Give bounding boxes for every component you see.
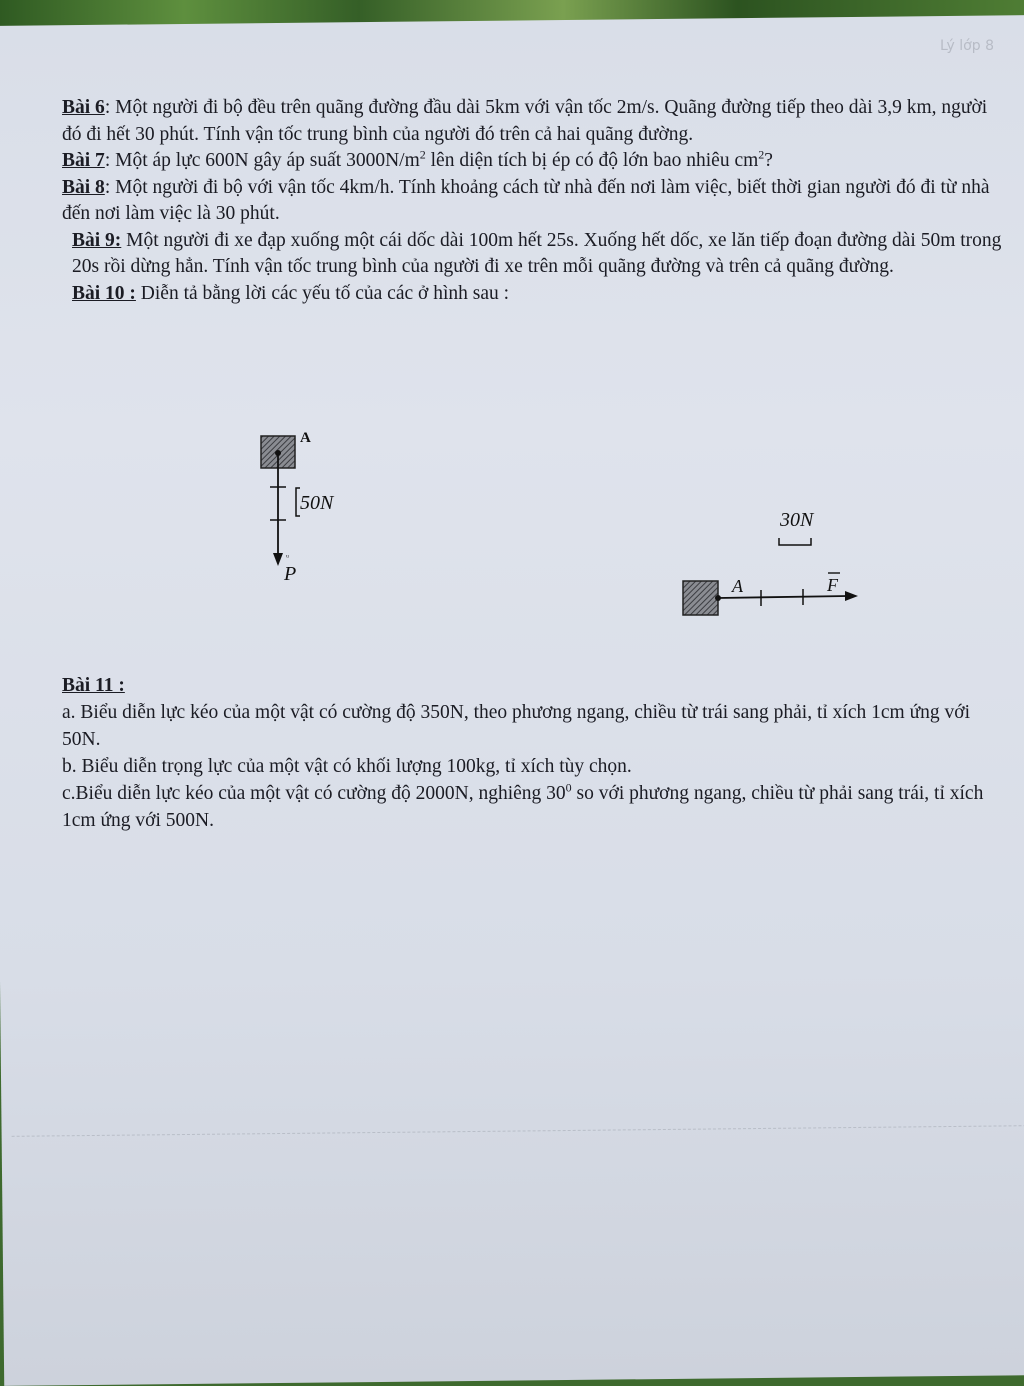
force-f-arrow-line <box>718 596 848 598</box>
bai8-paragraph <box>62 175 1002 228</box>
scale-bracket-2 <box>779 538 811 545</box>
bai10-label: Bài 10 : <box>72 282 136 304</box>
bai6-label: Bài 6 <box>62 97 105 118</box>
bai7-paragraph <box>62 148 1002 175</box>
bai11-item-b: b. Biểu diễn trọng lực của một vật có khối lượng 100kg, tỉ xích tùy chọn. <box>62 756 632 777</box>
bai9-text: Một người đi xe đạp xuống một cái dốc dài 100m hết 25s. Xuống hết dốc, xe lăn tiếp đoạn đường dài 50m trong 20s rồi dừng hẳn. Tính vận tốc trung bình của người đi xe trên mỗi quãng đường và trên cả quãng đường. <box>72 229 1002 277</box>
bai6-paragraph <box>62 95 1002 148</box>
bai11-item-a: a. Biểu diễn lực kéo của một vật có cường độ 350N, theo phương ngang, chiều từ trái sang phải, tỉ xích 1cm ứng với 50N. <box>62 702 970 750</box>
scale-label-2: 30N <box>780 509 814 531</box>
scale-label-1: 50N <box>300 492 334 514</box>
bai9-paragraph <box>62 228 1002 281</box>
bai10-paragraph <box>62 281 1002 308</box>
force-p-arrowhead <box>273 553 283 566</box>
bai11-item-c <box>62 780 1002 834</box>
force-f-label: F <box>827 575 838 595</box>
bai11-label: Bài 11 : <box>62 675 125 696</box>
bai10-text: Diễn tả bằng lời các yếu tố của các ở hình sau : <box>135 282 510 304</box>
bai11-label-line <box>62 672 1002 699</box>
point-a-label-1: A <box>300 430 311 446</box>
corner-note: Lý lớp 8 <box>940 38 994 54</box>
bai11-c-text-b: so với phương ngang, chiều từ phải sang trái, tỉ xích 1cm ứng với 500N. <box>62 783 984 831</box>
fold-line <box>12 1125 1024 1137</box>
bai11-c-text-a: c.Biểu diễn lực kéo của một vật có cường độ 2000N, nghiêng 30 <box>62 783 566 804</box>
bai8-text: : Một người đi bộ với vận tốc 4km/h. Tính khoảng cách từ nhà đến nơi làm việc, biết thời gian người đó đi từ nhà đến nơi làm việc là 30 phút. <box>62 176 990 224</box>
bai8-label: Bài 8 <box>62 176 105 198</box>
bai7-text-a: : Một áp lực 600N gây áp suất 3000N/m <box>104 150 420 171</box>
exercise-text <box>62 95 1002 307</box>
bai7-label: Bài 7 <box>62 150 105 171</box>
bai7-text-b: lên diện tích bị ép có độ lớn bao nhiêu cm <box>425 150 759 171</box>
object-block-2 <box>683 581 718 615</box>
bai6-text: : Một người đi bộ đều trên quãng đường đầu dài 5km với vận tốc 2m/s. Quãng đường tiếp theo dài 3,9 km, người đó đi hết 30 phút. Tính vận tốc trung bình của người đó trên cả hai quãng đường. <box>62 97 988 145</box>
figure-pull-force <box>680 500 870 625</box>
force-f-arrowhead <box>845 591 858 601</box>
bai7-sup-b: 2 <box>758 147 765 162</box>
vector-mark-p: ᵘ <box>286 552 289 562</box>
bai11-section <box>62 672 1002 834</box>
bai11-c-sup: 0 <box>565 780 572 795</box>
bai9-label: Bài 9: <box>72 229 122 251</box>
bai7-text-c: ? <box>764 150 773 171</box>
point-a-label-2: A <box>732 576 743 596</box>
bai7-sup-a: 2 <box>419 147 426 162</box>
force-p-label: P <box>284 563 297 585</box>
figure-weight-force <box>250 420 370 590</box>
